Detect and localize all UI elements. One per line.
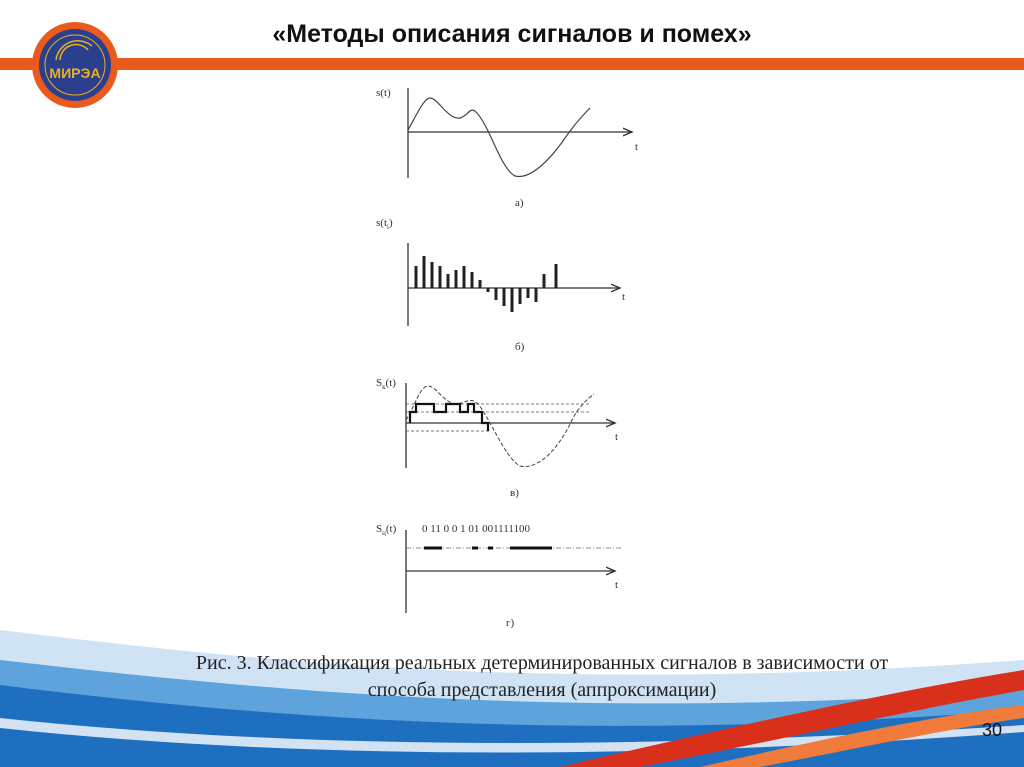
header-accent-bar (0, 58, 1024, 70)
panel-c-ylabel: $S_к(t)$ (376, 377, 396, 391)
panel-d-ylabel: $S_ц(t)$ (376, 523, 397, 537)
panel-a-ylabel: s(t) (376, 87, 391, 99)
figure-caption-line1: Рис. 3. Классификация реальных детерминированных сигналов в зависимости от (195, 652, 889, 674)
panel-c-caption: в) (510, 487, 519, 499)
panel-b-xlabel: t (622, 291, 626, 303)
panel-a-signal-curve (408, 98, 590, 177)
panel-d-caption: г) (506, 617, 515, 629)
logo-text: МИРЭА (49, 65, 101, 81)
page-number: 30 (981, 720, 1002, 740)
panel-b-ylabel: $s(t_i)$ (376, 217, 393, 231)
panel-b-samples (416, 256, 556, 312)
figure-caption (60, 650, 1024, 704)
panel-c-continuous-dashed (406, 386, 594, 467)
panel-a-xlabel: t (635, 141, 639, 153)
panel-d-bits: 0 11 0 0 1 01 001111100 (422, 523, 530, 535)
panel-c-step-signal (410, 404, 488, 431)
panel-b-caption: б) (515, 341, 525, 353)
panel-b-discrete (376, 217, 625, 353)
panel-a-continuous (376, 87, 638, 209)
panel-a-caption: а) (515, 197, 524, 209)
panel-d-xlabel: t (615, 579, 619, 591)
panel-d-digital (376, 523, 622, 629)
signal-classification-figure (360, 78, 660, 638)
slide-title: «Методы описания сигналов и помех» (272, 20, 752, 48)
figure-caption-line2: способа представления (аппроксимации) (367, 679, 717, 701)
panel-c-xlabel: t (615, 431, 619, 443)
panel-c-quantized (376, 377, 618, 499)
